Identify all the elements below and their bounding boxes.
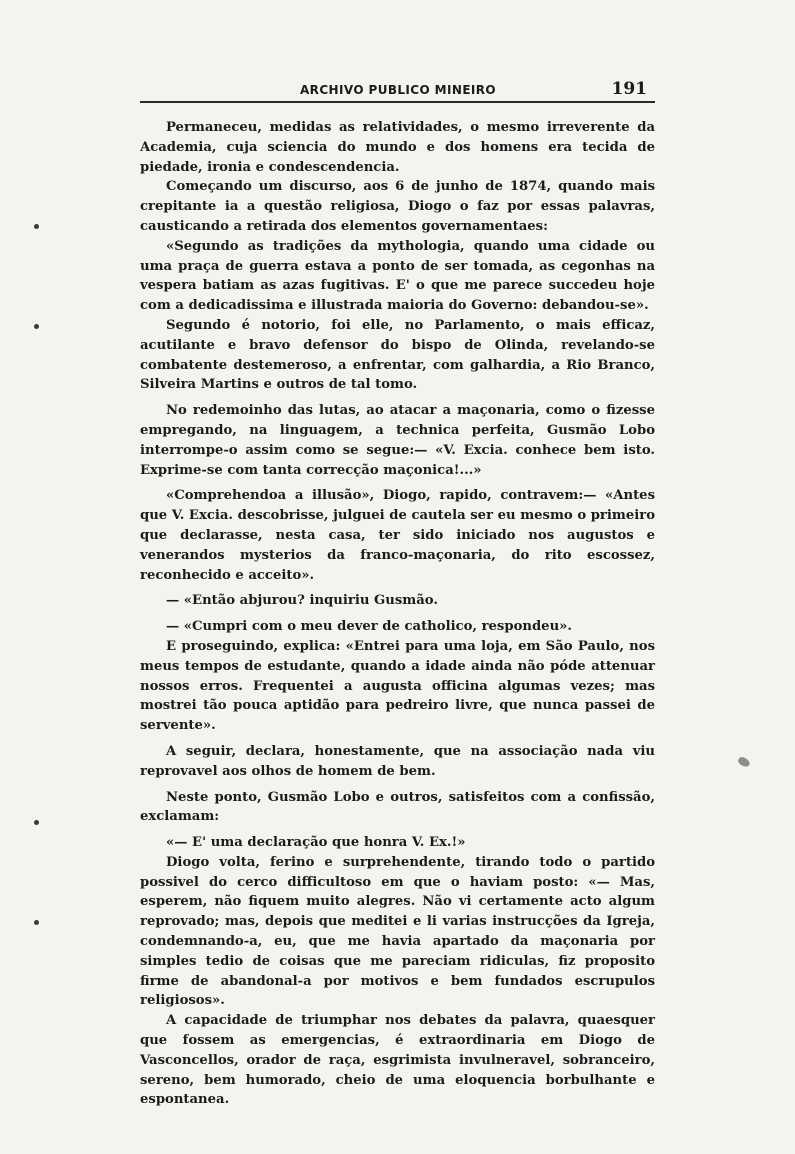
paragraph: «Comprehendoa a illusão», Diogo, rapido, contravem:— «Antes que V. Excia. descobrisse, julguei de cautela ser eu mesmo o primeiro que declarasse, nesta casa, ter sido iniciado nos augustos e venerandos mysterios da franco-maçonaria, do rito escossez, reconhecido e acceito». xyxy=(140,488,655,583)
header-rule xyxy=(140,101,655,103)
paragraph: Diogo volta, ferino e surprehendente, tirando todo o partido possivel do cerco difficultoso em que o haviam posto: «— Mas, esperem, não fiquem muito alegres. Não vi certamente acto algum reprovado; mas, depois que meditei e li varias instrucções da Igreja, condemnando-a, eu, que me havia apartado da maçonaria por simples tedio de coisas que me pareciam ridiculas, fiz proposito firme de abandonal-a por motivos e bem fundados escrupulos religiosos». xyxy=(140,854,655,1009)
paragraph: No redemoinho das lutas, ao atacar a maçonaria, como o fizesse empregando, na linguagem, a technica perfeita, Gusmão Lobo interrompe-o assim como se segue:— «V. Excia. conhece bem isto. Exprime-se com tanta correcção maçonica!...» xyxy=(140,403,655,478)
paragraph: «— E' uma declaração que honra V. Ex.!» xyxy=(166,835,466,851)
paragraph: E proseguindo, explica: «Entrei para uma loja, em São Paulo, nos meus tempos de estudante, quando a idade ainda não póde attenuar nossos erros. Frequentei a augusta officina algumas vezes; mas mostrei tão pouca aptidão para pedreiro livre, que nunca passei de servente». xyxy=(140,638,655,734)
paragraph: Segundo é notorio, foi elle, no Parlamento, o mais efficaz, acutilante e bravo defensor do bispo de Olinda, revelando-se combatente destemeroso, a enfrentar, com galhardia, a Rio Branco, Silveira Martins e outros de tal tomo. xyxy=(140,317,655,393)
paragraph: «Segundo as tradições da mythologia, quando uma cidade ou uma praça de guerra estava a ponto de ser tomada, as cegonhas na vespera batiam as azas fugitivas. E' o que me parece succedeu hoje com a dedicadissima e illustrada maioria do Governo: debandou-se». xyxy=(140,238,655,314)
paragraph: Neste ponto, Gusmão Lobo e outros, satisfeitos com a confissão, exclamam: xyxy=(140,789,655,825)
paragraph: — «Então abjurou? inquiriu Gusmão. xyxy=(166,593,438,609)
paragraph: A seguir, declara, honestamente, que na associação nada viu reprovavel aos olhos de homem de bem. xyxy=(140,743,655,779)
margin-speck xyxy=(34,224,39,229)
running-head: ARCHIVO PUBLICO MINEIRO xyxy=(300,83,497,97)
margin-speck xyxy=(34,820,39,825)
margin-smudge xyxy=(737,756,751,768)
page-number: 191 xyxy=(611,79,647,99)
paragraph: A capacidade de triumphar nos debates da palavra, quaesquer que fossem as emergencias, é extraordinaria em Diogo de Vasconcellos, orador de raça, esgrimista invulneravel, sobranceiro, sereno, bem humorado, cheio de uma eloquencia borbulhante e espontanea. xyxy=(140,1013,655,1108)
margin-speck xyxy=(34,920,39,925)
paragraph: Começando um discurso, aos 6 de junho de 1874, quando mais crepitante ia a questão religiosa, Diogo o faz por essas palavras, causticando a retirada dos elementos governamentaes: xyxy=(140,179,655,234)
body-text xyxy=(140,118,655,1110)
margin-speck xyxy=(34,324,39,329)
page-header xyxy=(140,79,655,100)
paragraph: Permaneceu, medidas as relatividades, o mesmo irreverente da Academia, cuja sciencia do mundo e dos homens era tecida de piedade, ironia e condescendencia. xyxy=(140,120,655,175)
paragraph: — «Cumpri com o meu dever de catholico, respondeu». xyxy=(166,619,572,635)
